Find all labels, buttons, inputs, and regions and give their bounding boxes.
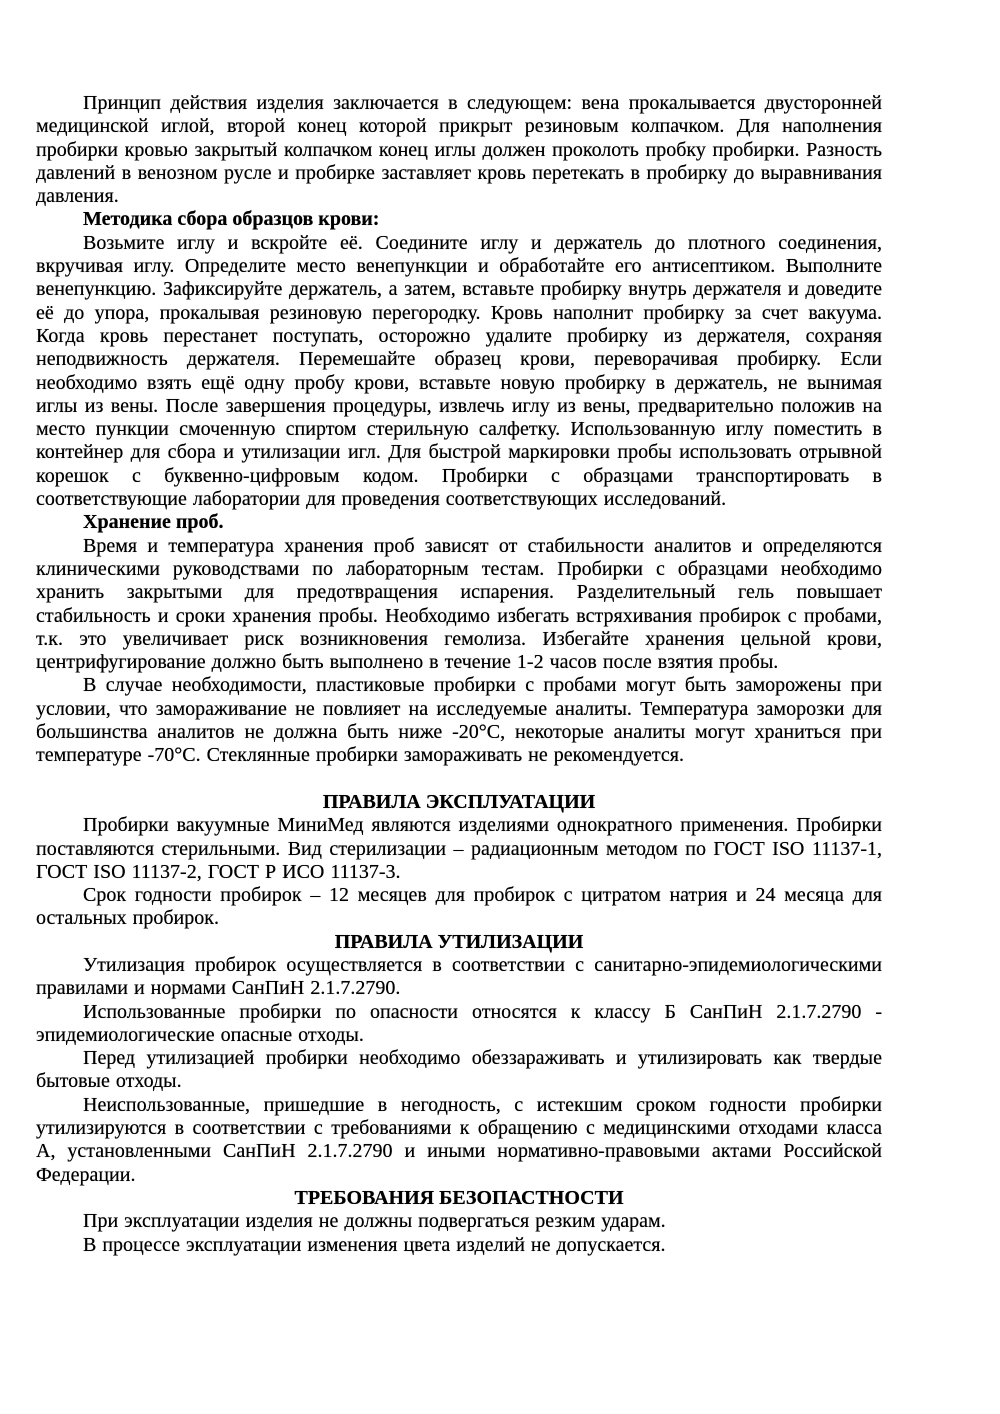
subsection-heading: Методика сбора образцов крови: bbox=[83, 208, 380, 231]
paragraph: Неиспользованные, пришедшие в негодность, с истекшим сроком годности пробирки утилизируются в соответствии с требованиями к обращению с медицинскими отходами класса А, установленными СанПиН 2.1.7.2790 и иными нормативно-правовыми актами Российской Федерации. bbox=[36, 1093, 882, 1186]
paragraph: Перед утилизацией пробирки необходимо обеззараживать и утилизировать как твердые бытовые отходы. bbox=[36, 1047, 882, 1093]
paragraph: Срок годности пробирок – 12 месяцев для пробирок с цитратом натрия и 24 месяца для остальных пробирок. bbox=[36, 884, 882, 930]
paragraph: Утилизация пробирок осуществляется в соответствии с санитарно-эпидемиологическими правилами и нормами СанПиН 2.1.7.2790. bbox=[36, 953, 882, 1000]
section-heading: ПРАВИЛА УТИЛИЗАЦИИ bbox=[334, 930, 584, 953]
paragraph: Использованные пробирки по опасности относятся к классу Б СанПиН 2.1.7.2790 - эпидемиологические опасные отходы. bbox=[36, 1000, 882, 1046]
section-heading: ПРАВИЛА ЭКСПЛУАТАЦИИ bbox=[322, 790, 596, 813]
paragraph: Время и температура хранения проб зависят от стабильности аналитов и определяются клиническими руководствами по лабораторным тестам. Пробирки с образцами необходимо хранить закрытыми для предотвращения испарения. Разделительный гель повышает стабильность и сроки хранения пробы. Необходимо избегать встряхивания пробирок с пробами, т.к. это увеличивает риск возникновения гемолиза. Избегайте хранения цельной крови, центрифугирование должно быть выполнено в течение 1-2 часов после взятия пробы. bbox=[36, 534, 882, 674]
paragraph: При эксплуатации изделия не должны подвергаться резким ударам. bbox=[83, 1210, 666, 1233]
paragraph: Пробирки вакуумные МиниМед являются изделиями однократного применения. Пробирки поставляются стерильными. Вид стерилизации – радиационным методом по ГОСТ ISO 11137-1, ГОСТ ISO 11137-2, ГОСТ Р ИСО 11137-3. bbox=[36, 814, 882, 883]
subsection-heading: Хранение проб. bbox=[83, 511, 224, 534]
paragraph: В случае необходимости, пластиковые пробирки с пробами могут быть заморожены при условии, что замораживание не повлияет на исследуемые аналиты. Температура заморозки для большинства аналитов не должна быть ниже -20°С, некоторые аналиты могут храниться при температуре -70°С. Стеклянные пробирки замораживать не рекомендуется. bbox=[36, 674, 882, 767]
paragraph: Принцип действия изделия заключается в следующем: вена прокалывается двусторонней медицинской иглой, второй конец которой прикрыт резиновым колпачком. Для наполнения пробирки кровью закрытый колпачком конец иглы должен проколоть пробку пробирки. Разность давлений в венозном русле и пробирке заставляет кровь перетекать в пробирку до выравнивания давления. bbox=[36, 92, 882, 208]
paragraph: Возьмите иглу и вскройте её. Соедините иглу и держатель до плотного соединения, вкручивая иглу. Определите место венепункции и обработайте его антисептиком. Выполните венепункцию. Зафиксируйте держатель, а затем, вставьте пробирку внутрь держателя и доведите её до упора, прокалывая резиновую перегородку. Кровь наполнит пробирку за счет вакуума. Когда кровь перестанет поступать, осторожно удалите пробирку из держателя, сохраняя неподвижность держателя. Перемешайте образец крови, переворачивая пробирку. Если необходимо взять ещё одну пробу крови, вставьте новую пробирку в держатель, не вынимая иглы из вены. После завершения процедуры, извлечь иглу из вены, предварительно положив на место пункции смоченную спиртом стерильную салфетку. Использованную иглу поместить в контейнер для сбора и утилизации игл. Для быстрой маркировки пробы использовать отрывной корешок с буквенно-цифровым кодом. Пробирки с образцами транспортировать в соответствующие лаборатории для проведения соответствующих исследований. bbox=[36, 231, 882, 511]
paragraph: В процессе эксплуатации изменения цвета изделий не допускается. bbox=[83, 1233, 666, 1256]
section-heading: ТРЕБОВАНИЯ БЕЗОПАСТНОСТИ bbox=[294, 1186, 624, 1209]
document-body bbox=[36, 92, 882, 1257]
